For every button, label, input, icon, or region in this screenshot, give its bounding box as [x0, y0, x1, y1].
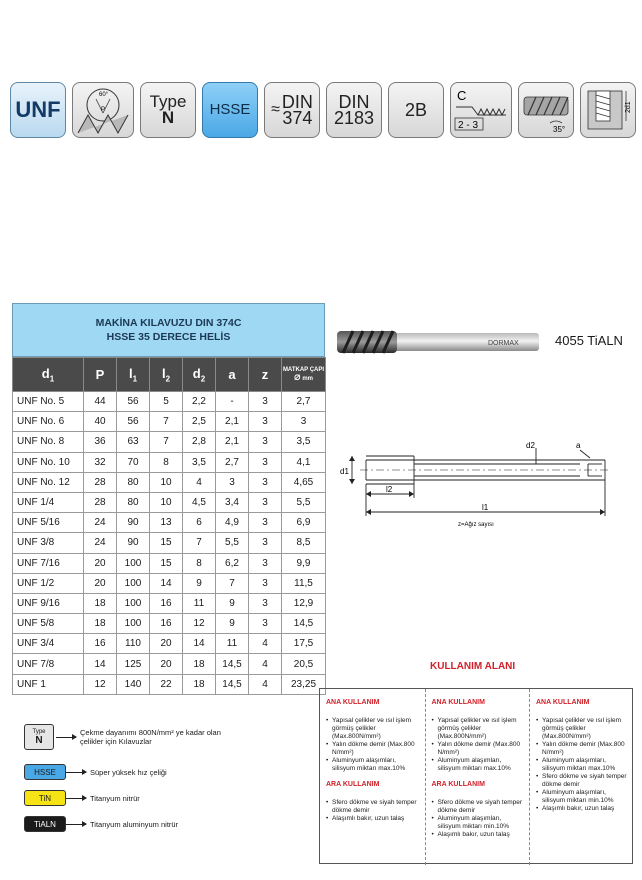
- usage-item: • Aluminyum alaşımları, silisyum miktarı min.10%: [536, 789, 629, 805]
- chamfer-range: 2 - 3: [458, 120, 479, 131]
- table-cell: 12: [183, 614, 216, 634]
- table-cell: UNF 5/16: [13, 513, 84, 533]
- table-cell: 24: [84, 533, 117, 553]
- table-cell: 2,2: [183, 392, 216, 412]
- usage-item: • Aluminyum alaşımları, silisyum miktarı max.10%: [326, 757, 420, 773]
- thread-profile-graphic: [74, 85, 132, 135]
- usage-item: • Yalın dökme demir (Max.800 N/mm²): [326, 741, 420, 757]
- table-cell: 14: [183, 634, 216, 654]
- table-cell: 9: [183, 573, 216, 593]
- din-2183-icon: [326, 82, 382, 138]
- tap-type-value: N: [161, 108, 175, 127]
- din-374-icon: [264, 82, 320, 138]
- table-cell: 4,65: [282, 472, 326, 492]
- table-cell: 24: [84, 513, 117, 533]
- table-cell: 14: [84, 654, 117, 674]
- tool-brand: DORMAX: [488, 340, 519, 347]
- usage-item: • Aluminyum alaşımları, silisyum miktarı max.10%: [432, 757, 525, 773]
- usage-area-title: KULLANIM ALANI: [430, 661, 516, 672]
- table-cell: 4,9: [216, 513, 249, 533]
- table-cell: UNF 1: [13, 674, 84, 694]
- table-cell: 7: [150, 412, 183, 432]
- table-cell: 10: [150, 472, 183, 492]
- coating-label: 4055 TiALN: [555, 333, 623, 348]
- table-cell: 4,1: [282, 452, 326, 472]
- legend-arrow: [66, 824, 86, 825]
- table-cell: UNF 3/4: [13, 634, 84, 654]
- header-l1: $l_1$: [117, 358, 150, 392]
- table-row: [13, 472, 326, 492]
- table-cell: 16: [84, 634, 117, 654]
- table-cell: 3: [282, 412, 326, 432]
- table-cell: 3: [216, 472, 249, 492]
- table-header-row: [13, 358, 326, 392]
- table-cell: 18: [183, 674, 216, 694]
- header-a: a: [216, 358, 249, 392]
- table-cell: 5,5: [216, 533, 249, 553]
- helix-angle-icon: [518, 82, 574, 138]
- din-label: DIN: [281, 92, 313, 112]
- table-row: [13, 513, 326, 533]
- table-cell: 2,1: [216, 412, 249, 432]
- usage-column: [425, 689, 529, 865]
- table-cell: 3: [249, 513, 282, 533]
- table-cell: 4: [249, 674, 282, 694]
- table-cell: 6,9: [282, 513, 326, 533]
- tialn-chip: TiALN: [24, 816, 66, 832]
- chamfer-letter: C: [457, 88, 467, 103]
- table-title: [12, 303, 325, 357]
- table-cell: UNF No. 12: [13, 472, 84, 492]
- table-cell: 100: [117, 553, 150, 573]
- legend-item-tialn: [24, 816, 178, 832]
- table-cell: 28: [84, 472, 117, 492]
- header-d2: $d_2$: [183, 358, 216, 392]
- table-cell: 2,8: [183, 432, 216, 452]
- thread-standard-label: UNF: [15, 97, 61, 122]
- table-cell: 5: [150, 392, 183, 412]
- thread-angle-text: 60°: [99, 92, 109, 98]
- header-l2: $l_2$: [150, 358, 183, 392]
- table-cell: 3: [249, 412, 282, 432]
- table-cell: 7: [150, 432, 183, 452]
- table-row: [13, 654, 326, 674]
- table-cell: 125: [117, 654, 150, 674]
- tolerance-class: 2B: [404, 100, 428, 120]
- table-row: [13, 634, 326, 654]
- table-cell: 36: [84, 432, 117, 452]
- legend-text: Titanyum nitrür: [90, 793, 140, 803]
- table-cell: 6,2: [216, 553, 249, 573]
- table-row: [13, 593, 326, 613]
- legend-arrow: [66, 772, 86, 773]
- table-row: [13, 533, 326, 553]
- type-n-chip-top: Type: [32, 728, 46, 735]
- table-cell: 14,5: [282, 614, 326, 634]
- usage-main-heading: ANA KULLANIM: [536, 699, 590, 706]
- table-cell: 90: [117, 533, 150, 553]
- table-cell: 3: [249, 614, 282, 634]
- table-cell: 3: [249, 593, 282, 613]
- table-cell: 20: [84, 553, 117, 573]
- header-drill-diameter: [282, 358, 326, 392]
- thread-standard-unf-icon: [10, 82, 66, 138]
- usage-main-heading: ANA KULLANIM: [326, 699, 380, 706]
- tap-type-icon: [140, 82, 196, 138]
- din-label: DIN: [338, 92, 370, 112]
- table-cell: -: [216, 392, 249, 412]
- table-cell: UNF No. 8: [13, 432, 84, 452]
- usage-main-heading: ANA KULLANIM: [431, 699, 485, 706]
- table-row: [13, 674, 326, 694]
- usage-item: • Sfero dökme ve siyah temper dökme demir: [326, 799, 420, 815]
- table-cell: 3,5: [183, 452, 216, 472]
- table-cell: 3: [249, 533, 282, 553]
- table-cell: 9: [216, 593, 249, 613]
- table-cell: 4,5: [183, 492, 216, 512]
- usage-item: • Yalın dökme demir (Max.800 N/mm²): [536, 741, 629, 757]
- table-cell: 2,1: [216, 432, 249, 452]
- usage-item: • Sfero dökme ve siyah temper dökme demir: [432, 799, 525, 815]
- table-row: [13, 452, 326, 472]
- table-cell: 8: [150, 452, 183, 472]
- table-row: [13, 492, 326, 512]
- type-n-chip: [24, 724, 54, 750]
- table-cell: UNF 7/16: [13, 553, 84, 573]
- thread-pitch-text: P: [101, 107, 106, 113]
- usage-item: • Sfero dökme ve siyah temper dökme demir: [536, 773, 629, 789]
- table-cell: 7: [183, 533, 216, 553]
- legend-arrow: [66, 798, 86, 799]
- table-cell: 8,5: [282, 533, 326, 553]
- table-cell: 100: [117, 593, 150, 613]
- table-cell: 6: [183, 513, 216, 533]
- chamfer-graphic: [452, 85, 510, 135]
- table-cell: 22: [150, 674, 183, 694]
- drill-unit: mm: [302, 375, 313, 382]
- usage-item: • Aluminyum alaşımları, silisyum miktarı max.10%: [536, 757, 629, 773]
- legend-text: Çekme dayanımı 800N/mm² ye kadar olan çelikler için Kılavuzlar: [80, 728, 221, 746]
- table-cell: UNF 9/16: [13, 593, 84, 613]
- usage-item: • Aluminyum alaşımları, silisyum miktarı min.10%: [432, 815, 525, 831]
- table-cell: 3: [249, 392, 282, 412]
- header-d1: $d_1$: [13, 358, 84, 392]
- usage-item: • Yapısal çelikler ve ısıl işlem görmüş çelikler (Max.800N/mm²): [326, 717, 420, 741]
- usage-item: • Alaşımlı bakır, uzun talaş: [432, 831, 525, 839]
- thread-depth-graphic: [582, 85, 634, 135]
- table-cell: 9: [216, 614, 249, 634]
- thread-profile-icon: [72, 82, 134, 138]
- table-cell: 5,5: [282, 492, 326, 512]
- table-cell: 23,25: [282, 674, 326, 694]
- table-cell: 3: [249, 553, 282, 573]
- hsse-chip: HSSE: [24, 764, 66, 780]
- table-cell: 4: [183, 472, 216, 492]
- table-cell: 20: [84, 573, 117, 593]
- table-cell: 70: [117, 452, 150, 472]
- table-cell: 3: [249, 472, 282, 492]
- tap-type-label: Type: [149, 92, 187, 111]
- table-cell: 17,5: [282, 634, 326, 654]
- table-cell: 18: [183, 654, 216, 674]
- drill-header-text: MATKAP ÇAPI: [282, 366, 325, 373]
- usage-item: • Yapısal çelikler ve ısıl işlem görmüş çelikler (Max.800N/mm²): [536, 717, 629, 741]
- table-row: [13, 553, 326, 573]
- table-cell: 3: [249, 573, 282, 593]
- table-cell: 14,5: [216, 654, 249, 674]
- table-cell: 44: [84, 392, 117, 412]
- usage-secondary-heading: ARA KULLANIM: [326, 781, 380, 788]
- spec-icon-strip: [10, 82, 636, 138]
- table-cell: UNF 3/8: [13, 533, 84, 553]
- table-row: [13, 573, 326, 593]
- legend-item-hsse: [24, 764, 167, 780]
- tap-tool-image: [333, 325, 543, 359]
- table-body: [13, 392, 326, 695]
- usage-item: • Alaşımlı bakır, uzun talaş: [326, 815, 420, 823]
- table-cell: 14: [150, 573, 183, 593]
- table-cell: 63: [117, 432, 150, 452]
- usage-area-panel: [319, 688, 633, 864]
- table-cell: 56: [117, 412, 150, 432]
- helix-graphic: [520, 85, 572, 135]
- usage-item: • Yapısal çelikler ve ısıl işlem görmüş çelikler (Max.800N/mm²): [432, 717, 525, 741]
- dim-a: a: [576, 441, 581, 450]
- diameter-icon: ⌀: [294, 370, 301, 383]
- table-cell: 20: [150, 634, 183, 654]
- table-cell: 20: [150, 654, 183, 674]
- table-cell: 2,7: [216, 452, 249, 472]
- table-cell: 12,9: [282, 593, 326, 613]
- table-cell: 90: [117, 513, 150, 533]
- table-cell: 11,5: [282, 573, 326, 593]
- table-cell: 12: [84, 674, 117, 694]
- table-cell: UNF No. 10: [13, 452, 84, 472]
- legend-text: Titanyum aluminyum nitrür: [90, 819, 179, 829]
- thread-depth-icon: [580, 82, 636, 138]
- legend-item-tin: [24, 790, 140, 806]
- usage-item: • Yalın dökme demir (Max.800 N/mm²): [432, 741, 525, 757]
- legend-arrow: [56, 737, 76, 738]
- table-cell: 110: [117, 634, 150, 654]
- chamfer-icon: [450, 82, 512, 138]
- table-cell: 9,9: [282, 553, 326, 573]
- tin-chip: TiN: [24, 790, 66, 806]
- table-cell: 16: [150, 593, 183, 613]
- tap-size-table: [12, 303, 325, 695]
- table-cell: 56: [117, 392, 150, 412]
- material-hsse-icon: [202, 82, 258, 138]
- table-cell: 11: [216, 634, 249, 654]
- table-row: [13, 412, 326, 432]
- table-cell: 3: [249, 452, 282, 472]
- table-cell: 140: [117, 674, 150, 694]
- table-cell: 28: [84, 492, 117, 512]
- table-cell: 2,5: [183, 412, 216, 432]
- table-cell: UNF 7/8: [13, 654, 84, 674]
- usage-column: [529, 689, 633, 865]
- table-cell: 16: [150, 614, 183, 634]
- table-cell: 2,7: [282, 392, 326, 412]
- table-cell: 40: [84, 412, 117, 432]
- table-cell: 14,5: [216, 674, 249, 694]
- tolerance-icon: [388, 82, 444, 138]
- legend-text: Süper yüksek hız çeliği: [90, 767, 167, 777]
- table-cell: 18: [84, 614, 117, 634]
- table-cell: 8: [183, 553, 216, 573]
- table-cell: 13: [150, 513, 183, 533]
- table-cell: 3,4: [216, 492, 249, 512]
- table-cell: 15: [150, 533, 183, 553]
- table-row: [13, 392, 326, 412]
- table-cell: 15: [150, 553, 183, 573]
- table-title-line2: HSSE 35 DERECE HELİS: [106, 331, 231, 343]
- header-z: z: [249, 358, 282, 392]
- dim-l2: l2: [386, 485, 393, 494]
- din-number: 374: [282, 108, 313, 128]
- table-cell: 100: [117, 573, 150, 593]
- type-n-chip-bottom: N: [35, 734, 43, 746]
- approx-sign: ≈: [271, 101, 280, 118]
- table-cell: 18: [84, 593, 117, 613]
- table-cell: 3,5: [282, 432, 326, 452]
- dim-l1: l1: [482, 503, 489, 512]
- table-cell: 4: [249, 654, 282, 674]
- table-cell: 100: [117, 614, 150, 634]
- din-number: 2183: [333, 108, 375, 128]
- table-cell: 10: [150, 492, 183, 512]
- table-cell: 3: [249, 492, 282, 512]
- table-cell: UNF No. 5: [13, 392, 84, 412]
- usage-item: • Alaşımlı bakır, uzun talaş: [536, 805, 629, 813]
- table-cell: 3: [249, 432, 282, 452]
- table-title-line1: MAKİNA KILAVUZU DIN 374C: [95, 317, 242, 329]
- header-pitch: P: [84, 358, 117, 392]
- z-note: z=Ağız sayısı: [458, 522, 494, 528]
- table-cell: 80: [117, 472, 150, 492]
- dim-d2: d2: [526, 441, 535, 450]
- dim-d1: d1: [340, 467, 349, 476]
- table-cell: 32: [84, 452, 117, 472]
- table-row: [13, 614, 326, 634]
- table-cell: UNF 1/2: [13, 573, 84, 593]
- depth-text: 2d1: [625, 101, 632, 113]
- table-cell: 11: [183, 593, 216, 613]
- material-label: HSSE: [209, 101, 251, 118]
- tap-technical-drawing: [340, 432, 610, 532]
- usage-secondary-heading: ARA KULLANIM: [431, 781, 485, 788]
- size-table: [12, 357, 326, 695]
- legend-item-type-n: [24, 724, 240, 750]
- table-cell: UNF 1/4: [13, 492, 84, 512]
- table-cell: 7: [216, 573, 249, 593]
- table-cell: UNF No. 6: [13, 412, 84, 432]
- table-cell: 4: [249, 634, 282, 654]
- table-cell: 80: [117, 492, 150, 512]
- table-cell: 20,5: [282, 654, 326, 674]
- usage-column: [320, 689, 424, 865]
- helix-angle-text: 35°: [553, 125, 566, 134]
- table-row: [13, 432, 326, 452]
- table-cell: UNF 5/8: [13, 614, 84, 634]
